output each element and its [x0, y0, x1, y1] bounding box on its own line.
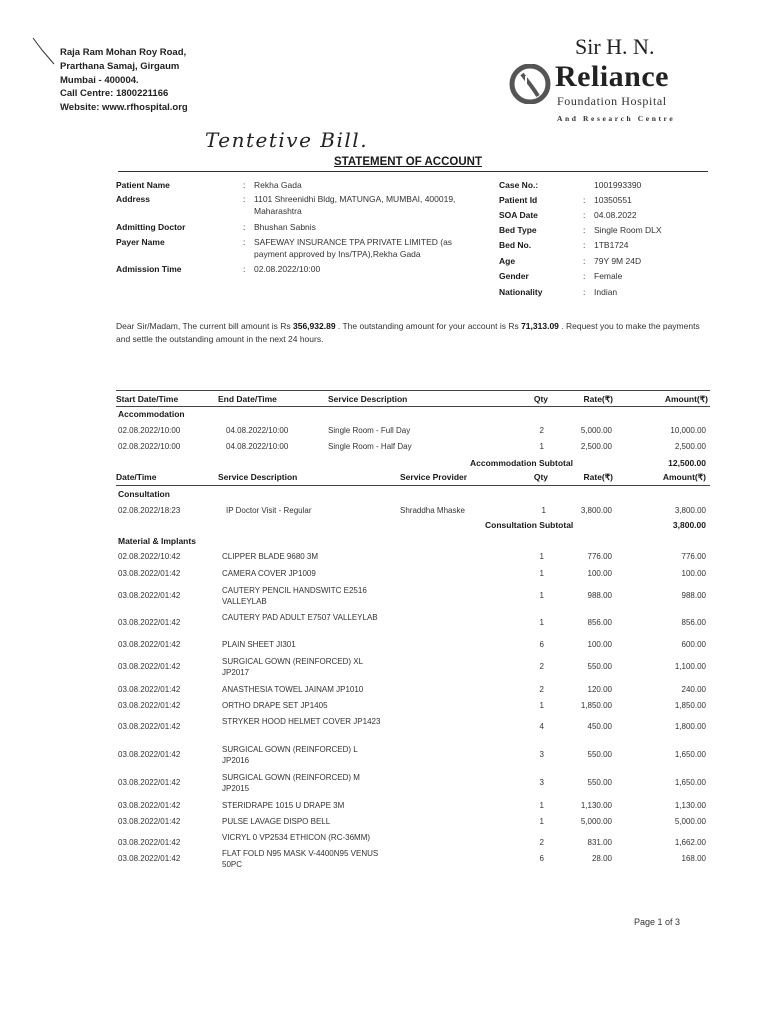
material-description: SURGICAL GOWN (REINFORCED) M JP2015 — [222, 773, 360, 793]
consult-provider: Shraddha Mhaske — [400, 506, 465, 515]
case-no-label: Case No.: — [499, 180, 539, 190]
material-rate: 856.00 — [587, 618, 612, 627]
age-label: Age — [499, 256, 516, 266]
hospital-name-top: Sir H. N. — [575, 34, 655, 59]
colon: : — [243, 237, 246, 247]
material-qty: 6 — [539, 640, 544, 649]
material-description: CLIPPER BLADE 9680 3M — [222, 552, 319, 561]
patient-name-label: Patient Name — [116, 180, 170, 190]
colon: : — [583, 287, 586, 297]
material-date: 03.08.2022/01:42 — [118, 778, 181, 787]
material-amount: 168.00 — [681, 854, 706, 863]
divider — [116, 406, 710, 407]
material-date: 03.08.2022/01:42 — [118, 662, 181, 671]
material-amount: 1,100.00 — [674, 662, 706, 671]
acc-rate: 5,000.00 — [580, 426, 612, 435]
material-qty: 1 — [539, 701, 544, 710]
material-amount: 776.00 — [681, 552, 706, 561]
admitting-doctor-value: Bhushan Sabnis — [254, 222, 316, 232]
material-qty: 1 — [539, 817, 544, 826]
patient-id-label: Patient Id — [499, 195, 538, 205]
page-number: Page 1 of 3 — [634, 917, 681, 927]
material-amount: 1,850.00 — [674, 701, 706, 710]
col-header-service: Service Description — [218, 472, 298, 482]
acc-rate: 2,500.00 — [580, 442, 612, 451]
message-text: . The outstanding amount for your account is Rs — [335, 321, 522, 331]
message-text: Dear Sir/Madam, The current bill amount is Rs — [116, 321, 293, 331]
material-amount: 1,662.00 — [674, 838, 706, 847]
bed-type-label: Bed Type — [499, 225, 537, 235]
material-date: 03.08.2022/01:42 — [118, 701, 181, 710]
payer-name-value: SAFEWAY INSURANCE TPA PRIVATE LIMITED (as payment approved by Ins/TPA),Rekha Gada — [254, 237, 453, 259]
material-date: 03.08.2022/01:42 — [118, 722, 181, 731]
material-description: PLAIN SHEET JI301 — [222, 640, 296, 649]
col-header-start: Start Date/Time — [116, 394, 179, 404]
message-text: . Request you to make the payments and settle the outstanding amount in the next 24 hours. — [116, 321, 700, 344]
bill-amount: 356,932.89 — [293, 321, 336, 331]
consult-qty: 1 — [541, 506, 546, 515]
colon: : — [243, 222, 246, 232]
admission-time-label: Admission Time — [116, 264, 182, 274]
material-rate: 100.00 — [587, 640, 612, 649]
material-amount: 600.00 — [681, 640, 706, 649]
consultation-subtotal: 3,800.00 — [672, 520, 706, 530]
colon: : — [583, 210, 586, 220]
material-qty: 3 — [539, 778, 544, 787]
bed-no-value: 1TB1724 — [594, 240, 629, 250]
colon: : — [243, 194, 246, 204]
material-rate: 550.00 — [587, 778, 612, 787]
material-date: 03.08.2022/01:42 — [118, 817, 181, 826]
section-accommodation: Accommodation — [118, 409, 185, 419]
patient-id-value: 10350551 — [594, 195, 632, 205]
material-date: 02.08.2022/10:42 — [118, 552, 181, 561]
material-rate: 450.00 — [587, 722, 612, 731]
address-value: 1101 Shreenidhi Bldg, MATUNGA, MUMBAI, 400019, Maharashtra — [254, 194, 456, 216]
hospital-name-sub: Foundation Hospital — [557, 94, 667, 108]
material-date: 03.08.2022/01:42 — [118, 854, 181, 863]
address-label: Address — [116, 194, 151, 204]
colon: : — [583, 256, 586, 266]
nationality-value: Indian — [594, 287, 618, 297]
material-rate: 988.00 — [587, 591, 612, 600]
admission-time-value: 02.08.2022/10:00 — [254, 264, 321, 274]
acc-qty: 2 — [539, 426, 544, 435]
bed-type-value: Single Room DLX — [594, 225, 662, 235]
material-date: 03.08.2022/01:42 — [118, 618, 181, 627]
material-qty: 2 — [539, 685, 544, 694]
hospital-address — [60, 46, 188, 115]
col-header-end: End Date/Time — [218, 394, 277, 404]
acc-start: 02.08.2022/10:00 — [118, 442, 181, 451]
consultation-subtotal-label: Consultation Subtotal — [485, 520, 574, 530]
material-amount: 1,650.00 — [674, 750, 706, 759]
consult-date: 02.08.2022/18:23 — [118, 506, 181, 515]
material-qty: 4 — [539, 722, 544, 731]
col-header-description: Service Description — [328, 394, 408, 404]
accommodation-subtotal-label: Accommodation Subtotal — [470, 458, 573, 468]
material-description: SURGICAL GOWN (REINFORCED) L JP2016 — [222, 745, 358, 765]
material-amount: 240.00 — [681, 685, 706, 694]
material-rate: 776.00 — [587, 552, 612, 561]
material-description: CAUTERY PENCIL HANDSWITC E2516 VALLEYLAB — [222, 586, 367, 606]
col-header-provider: Service Provider — [400, 472, 468, 482]
address-line: Call Centre: 1800221166 — [60, 88, 169, 100]
material-rate: 1,850.00 — [580, 701, 612, 710]
acc-description: Single Room - Half Day — [328, 442, 412, 451]
material-rate: 120.00 — [587, 685, 612, 694]
material-rate: 831.00 — [587, 838, 612, 847]
colon: : — [583, 240, 586, 250]
material-rate: 100.00 — [587, 569, 612, 578]
material-amount: 1,650.00 — [674, 778, 706, 787]
material-description: ANASTHESIA TOWEL JAINAM JP1010 — [222, 685, 364, 694]
col-header-rate: Rate(₹) — [583, 472, 613, 482]
divider — [116, 390, 710, 391]
divider — [116, 485, 710, 486]
acc-end: 04.08.2022/10:00 — [226, 426, 289, 435]
material-qty: 1 — [539, 569, 544, 578]
payment-message — [116, 320, 716, 346]
colon: : — [583, 271, 586, 281]
material-qty: 1 — [539, 618, 544, 627]
address-line: Mumbai - 400004. — [60, 74, 139, 86]
col-header-amount: Amount(₹) — [664, 394, 708, 404]
material-rate: 550.00 — [587, 750, 612, 759]
divider — [118, 171, 708, 172]
acc-qty: 1 — [539, 442, 544, 451]
handwritten-note: Tentetive Bill. — [205, 128, 369, 152]
material-rate: 1,130.00 — [580, 801, 612, 810]
address-line: Website: www.rfhospital.org — [60, 102, 188, 114]
consult-amount: 3,800.00 — [674, 506, 706, 515]
material-qty: 2 — [539, 662, 544, 671]
material-qty: 2 — [539, 838, 544, 847]
material-rate: 28.00 — [591, 854, 612, 863]
soa-date-value: 04.08.2022 — [594, 210, 637, 220]
colon: : — [243, 180, 246, 190]
material-qty: 1 — [539, 801, 544, 810]
consult-description: IP Doctor Visit - Regular — [226, 506, 312, 515]
material-amount: 100.00 — [681, 569, 706, 578]
bed-no-label: Bed No. — [499, 240, 532, 250]
nationality-label: Nationality — [499, 287, 543, 297]
material-description: ORTHO DRAPE SET JP1405 — [222, 701, 328, 710]
material-description: STRYKER HOOD HELMET COVER JP1423 — [222, 717, 381, 726]
material-description: SURGICAL GOWN (REINFORCED) XL JP2017 — [222, 657, 363, 677]
material-description: FLAT FOLD N95 MASK V-4400N95 VENUS 50PC — [222, 849, 379, 869]
hospital-name-main: Reliance — [555, 60, 669, 93]
material-qty: 1 — [539, 552, 544, 561]
material-date: 03.08.2022/01:42 — [118, 569, 181, 578]
col-header-date: Date/Time — [116, 472, 157, 482]
material-amount: 988.00 — [681, 591, 706, 600]
material-rate: 5,000.00 — [580, 817, 612, 826]
pen-mark-icon — [30, 36, 60, 66]
section-material-implants: Material & Implants — [118, 536, 196, 546]
col-header-rate: Rate(₹) — [583, 394, 613, 404]
colon: : — [583, 195, 586, 205]
col-header-qty: Qty — [533, 394, 548, 404]
material-description: VICRYL 0 VP2534 ETHICON (RC-36MM) — [222, 833, 371, 842]
material-description: PULSE LAVAGE DISPO BELL — [222, 817, 331, 826]
col-header-qty: Qty — [533, 472, 548, 482]
material-amount: 1,130.00 — [674, 801, 706, 810]
material-date: 03.08.2022/01:42 — [118, 750, 181, 759]
colon: : — [583, 225, 586, 235]
material-date: 03.08.2022/01:42 — [118, 591, 181, 600]
statement-title: STATEMENT OF ACCOUNT — [334, 156, 482, 168]
material-qty: 6 — [539, 854, 544, 863]
soa-date-label: SOA Date — [499, 210, 538, 220]
address-line: Prarthana Samaj, Girgaum — [60, 60, 180, 72]
material-date: 03.08.2022/01:42 — [118, 838, 181, 847]
gender-value: Female — [594, 271, 623, 281]
material-date: 03.08.2022/01:42 — [118, 640, 181, 649]
consult-rate: 3,800.00 — [580, 506, 612, 515]
hospital-name-sub2: And Research Centre — [557, 114, 676, 123]
acc-end: 04.08.2022/10:00 — [226, 442, 289, 451]
acc-description: Single Room - Full Day — [328, 426, 411, 435]
material-description: STERIDRAPE 1015 U DRAPE 3M — [222, 801, 345, 810]
material-date: 03.08.2022/01:42 — [118, 685, 181, 694]
material-rate: 550.00 — [587, 662, 612, 671]
payer-name-label: Payer Name — [116, 237, 165, 247]
material-amount: 5,000.00 — [674, 817, 706, 826]
age-value: 79Y 9M 24D — [594, 256, 642, 266]
col-header-amount: Amount(₹) — [662, 472, 706, 482]
patient-name-value: Rekha Gada — [254, 180, 302, 190]
outstanding-amount: 71,313.09 — [521, 321, 559, 331]
acc-amount: 10,000.00 — [670, 426, 706, 435]
admitting-doctor-label: Admitting Doctor — [116, 222, 186, 232]
case-no-value: 1001993390 — [594, 180, 642, 190]
material-qty: 3 — [539, 750, 544, 759]
accommodation-subtotal: 12,500.00 — [668, 458, 706, 468]
material-amount: 856.00 — [681, 618, 706, 627]
section-consultation: Consultation — [118, 489, 170, 499]
material-description: CAMERA COVER JP1009 — [222, 569, 316, 578]
material-amount: 1,800.00 — [674, 722, 706, 731]
material-qty: 1 — [539, 591, 544, 600]
material-description: CAUTERY PAD ADULT E7507 VALLEYLAB — [222, 613, 378, 622]
gender-label: Gender — [499, 271, 529, 281]
material-date: 03.08.2022/01:42 — [118, 801, 181, 810]
acc-amount: 2,500.00 — [674, 442, 706, 451]
colon: : — [243, 264, 246, 274]
address-line: Raja Ram Mohan Roy Road, — [60, 47, 187, 58]
reliance-logo-icon — [508, 64, 552, 104]
acc-start: 02.08.2022/10:00 — [118, 426, 181, 435]
